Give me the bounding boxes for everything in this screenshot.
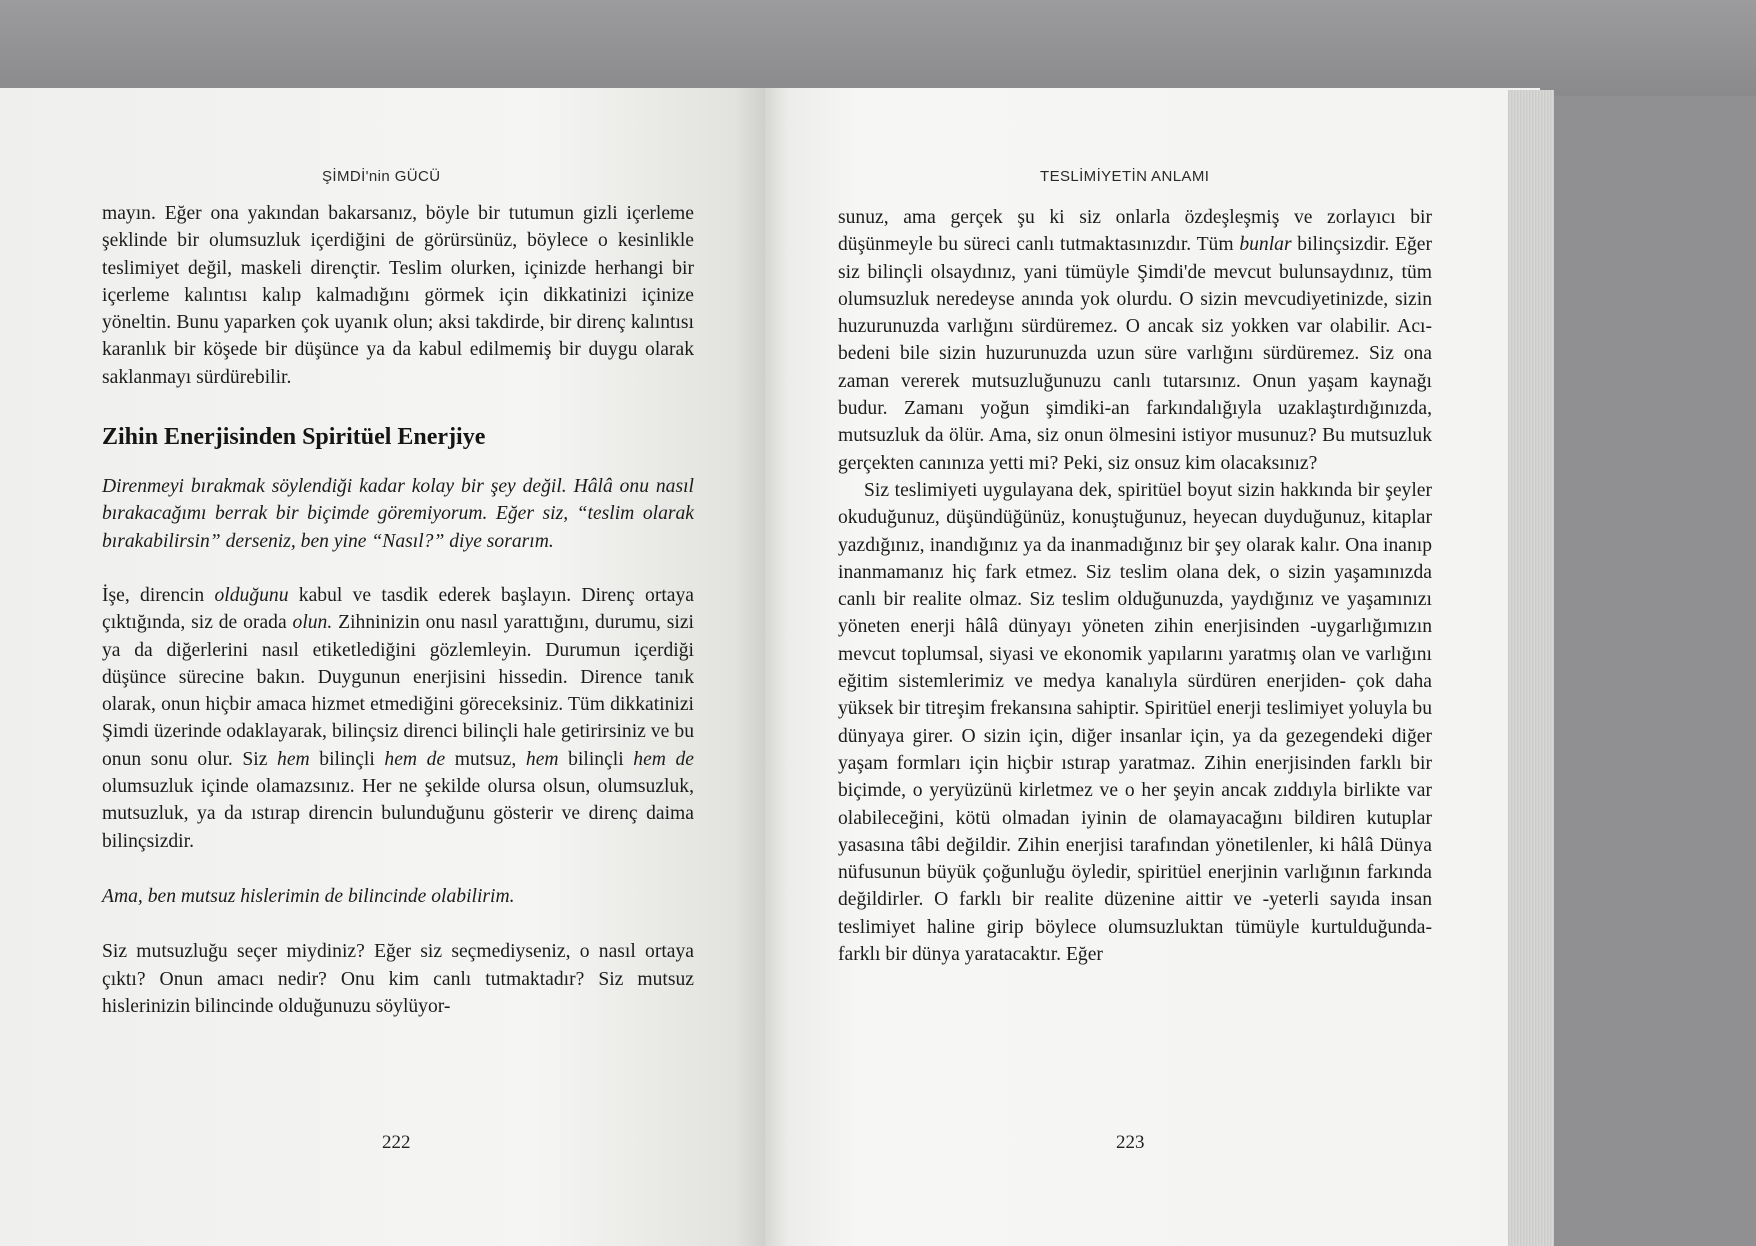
right-running-head: TESLİMİYETİN ANLAMI xyxy=(1040,168,1210,185)
scanner-background xyxy=(0,0,1756,100)
right-paragraph-1: sunuz, ama gerçek şu ki siz onlarla özdeşleşmiş ve zorlayıcı bir düşünmeyle bu süreci canlı tutmaktasınızdır. Tüm bunlar bilinçsizdir. Eğer siz bilinçli olsaydınız, yani tümüyle Şimdi'de mevcut bulunsaydınız, tüm olumsuzluk neredeyse anında yok olurdu. O sizin mevcudiyetinizde, sizin huzurunuzda varlığını sürdüremez. O ancak siz yokken var olabilir. Acı-bedeni bile sizin huzurunuzda uzun süre varlığını sürdüremez. Siz ona zaman vererek mutsuzluğunuzu canlı tutarsınız. Onun yaşam kaynağı budur. Zamanı yoğun şimdiki-an farkındalığıyla uzaklaştırdığınızda, mutsuzluk da ölür. Ama, siz onun ölmesini istiyor musunuz? Bu mutsuzluk gerçekten canınıza yetti mi? Peki, siz onsuz kim olacaksınız? xyxy=(838,207,1432,474)
left-running-head: ŞİMDİ'nin GÜCÜ xyxy=(322,168,441,185)
right-paragraph-2: Siz teslimiyeti uygulayana dek, spiritüel boyut sizin hakkında bir şeyler okuduğunuz, düşündüğünüz, konuştuğunuz, heyecan duyduğunuz, kitaplar yazdığınız, inandığınız ya da inanmadığınız bir şey olarak kalır. Ona inanıp inanmamanız hiç fark etmez. Siz teslim olana dek, o sizin yaşamınızda canlı bir realite olmaz. Siz teslim olduğunuzda, yaydığınız ve yaşamınızı yöneten enerji hâlâ dünyayı yöneten zihin enerjisinden -uygarlığımızın mevcut toplumsal, siyasi ve ekonomik yapılarını yaratmış olan ve varlığını eğitim sistemlerimiz ve medya kanalıyla sürdüren enerjiden- çok daha yüksek bir titreşim frekansına sahiptir. Spiritüel enerji teslimiyet yoluyla bu dünyaya girer. O sizin için, diğer insanlar için, ya da gezegendeki diğer yaşam formları için hiçbir ıstırap yaratmaz. Zihin enerjisinden farklı bir biçimde, o yeryüzünü kirletmez ve o her şeyin ancak zıddıyla birlikte var olabileceğini, kötü olmadan iyinin de olamayacağını bildiren kutuplar yasasına tâbi değildir. Zihin enerjisi tarafından yönetilenler, ki hâlâ Dünya nüfusunun büyük çoğunluğu öyledir, spiritüel enerjinin varlığının farkında değildirler. O farklı bir realite düzenine aittir ve -yeterli sayıda insan teslimiyet haline girip böylece olumsuzluktan tümüyle kurtulduğunda- farklı bir dünya yaratacaktır. Eğer xyxy=(838,479,1432,966)
left-paragraph-1: mayın. Eğer ona yakından bakarsanız, böyle bir tutumun gizli içerleme şeklinde bir olumsuzluk içerdiğini de görürsünüz, böylece o kesinlikle teslimiyet değil, maskeli dirençtir. Teslim olurken, içinizde herhangi bir içerleme kalıntısı kalıp kalmadığını görmek için dikkatinizi içinize yöneltin. Bunu yaparken çok uyanık olun; aksi takdirde, bir direnç kalıntısı karanlık bir köşede bir düşünce ya da kabul edilmemiş bir duygu olarak saklanmayı sürdürebilir. xyxy=(102,203,694,388)
scanner-background-right xyxy=(1554,96,1756,1246)
left-paragraph-2: İşe, direncin olduğunu kabul ve tasdik ederek başlayın. Direnç ortaya çıktığında, siz de orada olun. Zihninizin onu nasıl yarattığını, durumu, sizi ya da diğerlerini nasıl etiketlediğini gözlemleyin. Durumun içerdiği düşünce sürecine bakın. Duygunun enerjisini hissedin. Dirence tanık olarak, onun hiçbir amaca hizmet etmediğini göreceksiniz. Tüm dikkatinizi Şimdi üzerinde odaklayarak, bilinçsiz direnci bilinçli hale getirirsiniz ve bu onun sonu olur. Siz hem bilinçli hem de mutsuz, hem bilinçli hem de olumsuzluk içinde olamazsınız. Her ne şekilde olursa olsun, olumsuzluk, mutsuzluk, ya da ıstırap direncin bulunduğunu gösterir ve direnç daima bilinçsizdir. xyxy=(102,584,695,852)
left-page-number: 222 xyxy=(382,1132,411,1153)
left-paragraph-3: Siz mutsuzluğu seçer miydiniz? Eğer siz seçmediyseniz, o nasıl ortaya çıktı? Onun amacı nedir? Onu kim canlı tutmaktadır? Siz mutsuz hislerinizin bilincinde olduğunuzu söylüyor- xyxy=(102,941,694,1017)
right-page-number: 223 xyxy=(1116,1132,1145,1153)
section-heading: Zihin Enerjisinden Spiritüel Enerjiye xyxy=(102,424,486,451)
left-question-1: Direnmeyi bırakmak söylendiği kadar kolay bir şey değil. Hâlâ onu nasıl bırakacağımı berrak bir biçimde göremiyorum. Eğer siz, “teslim olarak bırakabilirsin” derseniz, ben yine “Nasıl?” diye sorarım. xyxy=(102,476,694,552)
page-edges xyxy=(1508,90,1554,1246)
left-text-block xyxy=(102,200,694,1020)
right-text-block xyxy=(838,204,1432,968)
left-question-2: Ama, ben mutsuz hislerimin de bilincinde olabilirim. xyxy=(102,885,515,907)
